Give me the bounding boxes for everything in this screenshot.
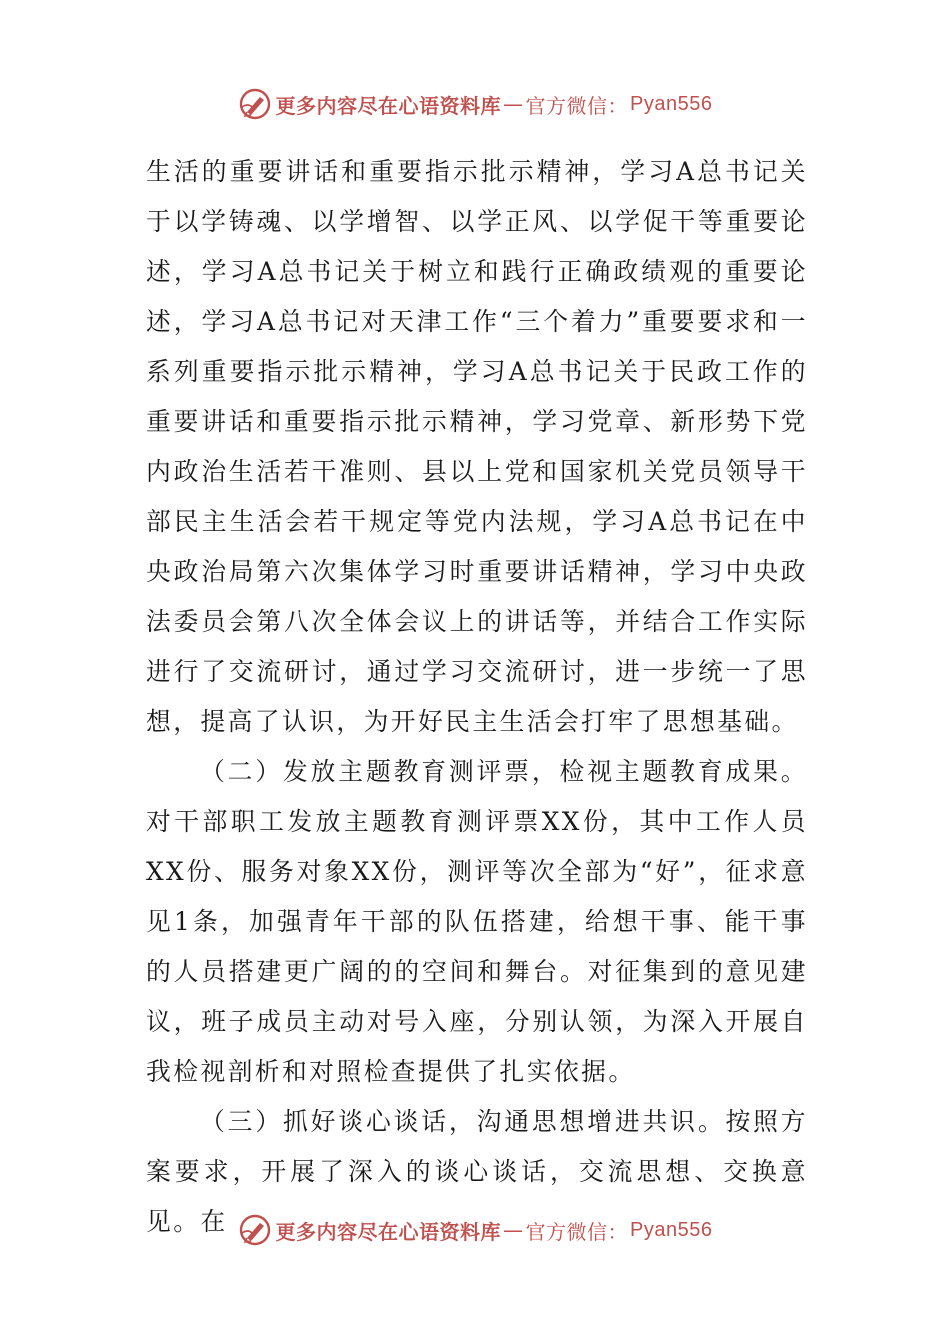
watermark-dash: — bbox=[503, 92, 524, 116]
watermark-wechat-label: 官方微信： bbox=[525, 1219, 629, 1244]
watermark-dash: — bbox=[503, 1218, 524, 1242]
watermark-wechat-id: Pyan556 bbox=[630, 92, 713, 115]
watermark-header bbox=[0, 84, 950, 124]
pen-logo-icon bbox=[238, 1213, 272, 1247]
document-body bbox=[146, 147, 808, 1247]
watermark-wechat-label: 官方微信： bbox=[525, 93, 629, 118]
watermark-site-name: 更多内容尽在心语资料库 bbox=[275, 1219, 502, 1244]
watermark-footer bbox=[0, 1210, 950, 1250]
pen-logo-icon bbox=[238, 87, 272, 121]
paragraph-section-two: （二）发放主题教育测评票，检视主题教育成果。对干部职工发放主题教育测评票XX份，其中工作人员XX份、服务对象XX份，测评等次全部为“好”，征求意见1条，加强青年干部的队伍搭建，给想干事、能干事的人员搭建更广阔的的空间和舞台。对征集到的意见建议，班子成员主动对号入座，分别认领，为深入开展自我检视剖析和对照检查提供了扎实依据。 bbox=[146, 757, 808, 1086]
paragraph-continuation: 生活的重要讲话和重要指示批示精神，学习A总书记关于以学铸魂、以学增智、以学正风、以学促干等重要论述，学习A总书记关于树立和践行正确政绩观的重要论述，学习A总书记对天津工作“三个着力”重要要求和一系列重要指示批示精神，学习A总书记关于民政工作的重要讲话和重要指示批示精神，学习党章、新形势下党内政治生活若干准则、县以上党和国家机关党员领导干部民主生活会若干规定等党内法规，学习A总书记在中央政治局第六次集体学习时重要讲话精神，学习中央政法委员会第八次全体会议上的讲话等，并结合工作实际进行了交流研讨，通过学习交流研讨，进一步统一了思想，提高了认识，为开好民主生活会打牢了思想基础。 bbox=[146, 157, 808, 736]
watermark-site-name: 更多内容尽在心语资料库 bbox=[275, 93, 502, 118]
paragraph-section-three: （三）抓好谈心谈话，沟通思想增进共识。按照方案要求，开展了深入的谈心谈话，交流思想、交换意见。在 bbox=[146, 1107, 808, 1236]
watermark-wechat-id: Pyan556 bbox=[630, 1218, 713, 1241]
